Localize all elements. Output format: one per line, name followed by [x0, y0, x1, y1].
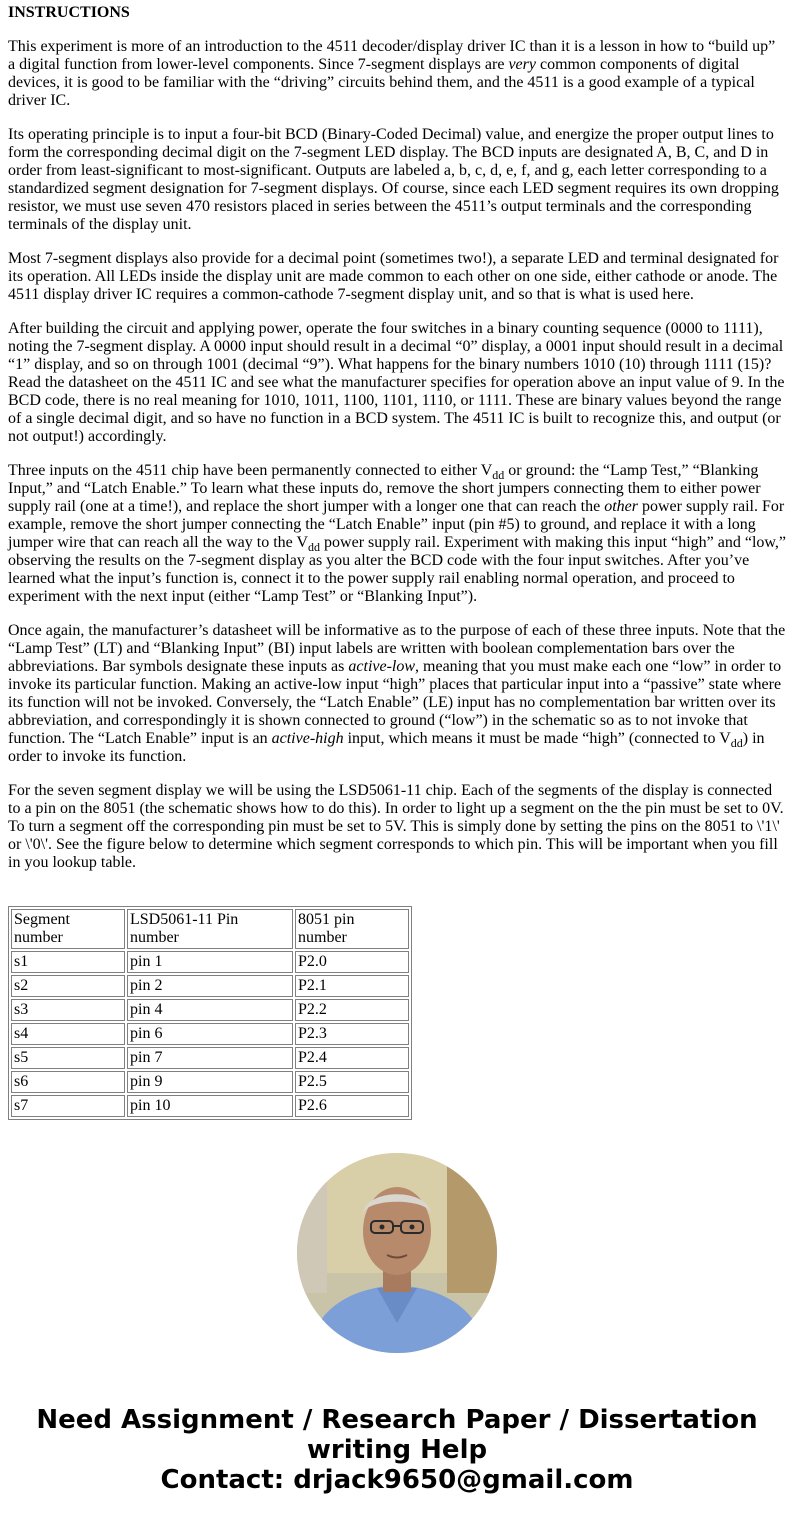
paragraph-operating-principle: Its operating principle is to input a four-bit BCD (Binary-Coded Decimal) value, and energize the proper output lines to form the corresponding decimal digit on the 7-segment LED display. The BCD inputs are designated A, B, C, and D in order from least-significant to most-significant. Outputs are labeled a, b, c, d, e, f, and g, each letter corresponding to a standardized segment designation for 7-segment displays. Of course, since each LED segment requires its own dropping resistor, we must use seven 470 resistors placed in series between the 4511’s output terminals and the corresponding terminals of the display unit.: [8, 126, 779, 233]
banner-line-1: Need Assignment / Research Paper / Dissertation: [36, 1405, 758, 1435]
table-cell: s2: [11, 975, 125, 997]
document-body: [8, 4, 786, 1120]
paragraph-control-inputs: Three inputs on the 4511 chip have been permanently connected to either $V_{dd}$ or ground: the “Lamp Test,” “Blanking Input,” and “Latch Enable.” To learn what these inputs do, remove the short jumpers connecting them to either power supply rail (one at a time!), and replace the short jumper with a longer one that can reach the other power supply rail. For example, remove the short jumper connecting the “Latch Enable” input (pin #5) to ground, and replace it with a long jumper wire that can reach all the way to the $V_{dd}$ power supply rail. Experiment with making this input “high” and “low,” observing the results on the 7-segment display as you alter the BCD code with the four input switches. After you’ve learned what the input’s function is, connect it to the power supply rail enabling normal operation, and proceed to experiment with the next input (either “Lamp Test” or “Blanking Input”).: [8, 462, 787, 605]
banner-line-3: Contact: drjack9650@gmail.com: [160, 1465, 634, 1495]
column-header-lsd-pin: LSD5061-11 Pin number: [127, 909, 293, 949]
table-cell: P2.5: [295, 1071, 409, 1093]
table-cell: pin 6: [127, 1023, 293, 1045]
table-cell: s4: [11, 1023, 125, 1045]
banner-line-2: writing Help: [306, 1435, 488, 1465]
column-header-8051-pin: 8051 pin number: [295, 909, 409, 949]
paragraph-seven-segment: For the seven segment display we will be using the LSD5061-11 chip. Each of the segments of the display is connected to a pin on the 8051 (the schematic shows how to do this). In order to light up a segment on the the pin must be set to 0V. To turn a segment off the corresponding pin must be set to 5V. This is simply done by setting the pins on the 8051 to \'1\' or \'0\'. See the figure below to determine which segment corresponds to which pin. This will be important when you fill in you lookup table.: [8, 782, 784, 871]
table-cell: s5: [11, 1047, 125, 1069]
paragraph-decimal-point: Most 7-segment displays also provide for a decimal point (sometimes two!), a separate LED and terminal designated for its operation. All LEDs inside the display unit are made common to each other on one side, either cathode or anode. The 4511 display driver IC requires a common-cathode 7-segment display unit, and so that is what is used here.: [8, 250, 779, 303]
table-cell: s1: [11, 951, 125, 973]
table-row: [11, 1047, 409, 1069]
table-cell: pin 2: [127, 975, 293, 997]
table-row: [11, 1095, 409, 1117]
table-cell: P2.0: [295, 951, 409, 973]
table-row: [11, 999, 409, 1021]
avatar-portrait-image: [297, 1153, 497, 1353]
author-avatar: [297, 1153, 497, 1353]
table-cell: s7: [11, 1095, 125, 1117]
paragraph-binary-counting: After building the circuit and applying power, operate the four switches in a binary counting sequence (0000 to 1111), noting the 7-segment display. A 0000 input should result in a decimal “0” display, a 0001 input should result in a decimal “1” display, and so on through 1001 (decimal “9”). What happens for the binary numbers 1010 (10) through 1111 (15)? Read the datasheet on the 4511 IC and see what the manufacturer specifies for operation above an input value of 9. In the BCD code, there is no real meaning for 1010, 1011, 1100, 1101, 1110, or 1111. These are binary values beyond the range of a single decimal digit, and so have no function in a BCD system. The 4511 IC is built to recognize this, and output (or not output!) accordingly.: [8, 320, 785, 445]
table-cell: s6: [11, 1071, 125, 1093]
paragraph-intro: This experiment is more of an introduction to the 4511 decoder/display driver IC than it is a lesson in how to “build up” a digital function from lower-level components. Since 7-segment displays are very common components of digital devices, it is good to be familiar with the “driving” circuits behind them, and the 4511 is a good example of a typical driver IC.: [8, 38, 776, 109]
table-header-row: [11, 909, 409, 949]
contact-banner: [0, 1405, 794, 1495]
table-cell: pin 9: [127, 1071, 293, 1093]
table-cell: P2.3: [295, 1023, 409, 1045]
page-heading: INSTRUCTIONS: [8, 4, 130, 21]
table-cell: P2.2: [295, 999, 409, 1021]
table-cell: P2.4: [295, 1047, 409, 1069]
table-cell: pin 10: [127, 1095, 293, 1117]
table-cell: pin 1: [127, 951, 293, 973]
table-cell: s3: [11, 999, 125, 1021]
table-cell: P2.6: [295, 1095, 409, 1117]
paragraph-datasheet: Once again, the manufacturer’s datasheet will be informative as to the purpose of each of these three inputs. Note that the “Lamp Test” (LT) and “Blanking Input” (BI) input labels are written with boolean complementation bars over the abbreviations. Bar symbols designate these inputs as active-low, meaning that you must make each one “low” in order to invoke its particular function. Making an active-low input “high” places that particular input into a “passive” state where its function will not be invoked. Conversely, the “Latch Enable” (LE) input has no complementation bar written over its abbreviation, and correspondingly it is shown connected to ground (“low”) in the schematic so as to not invoke that function. The “Latch Enable” input is an active-high input, which means it must be made “high” (connected to $V_{dd}$) in order to invoke its function.: [8, 622, 786, 765]
table-row: [11, 975, 409, 997]
table-row: [11, 951, 409, 973]
segment-pin-table: [8, 906, 412, 1120]
table-row: [11, 1071, 409, 1093]
column-header-segment: Segment number: [11, 909, 125, 949]
table-cell: P2.1: [295, 975, 409, 997]
table-row: [11, 1023, 409, 1045]
table-cell: pin 4: [127, 999, 293, 1021]
table-cell: pin 7: [127, 1047, 293, 1069]
